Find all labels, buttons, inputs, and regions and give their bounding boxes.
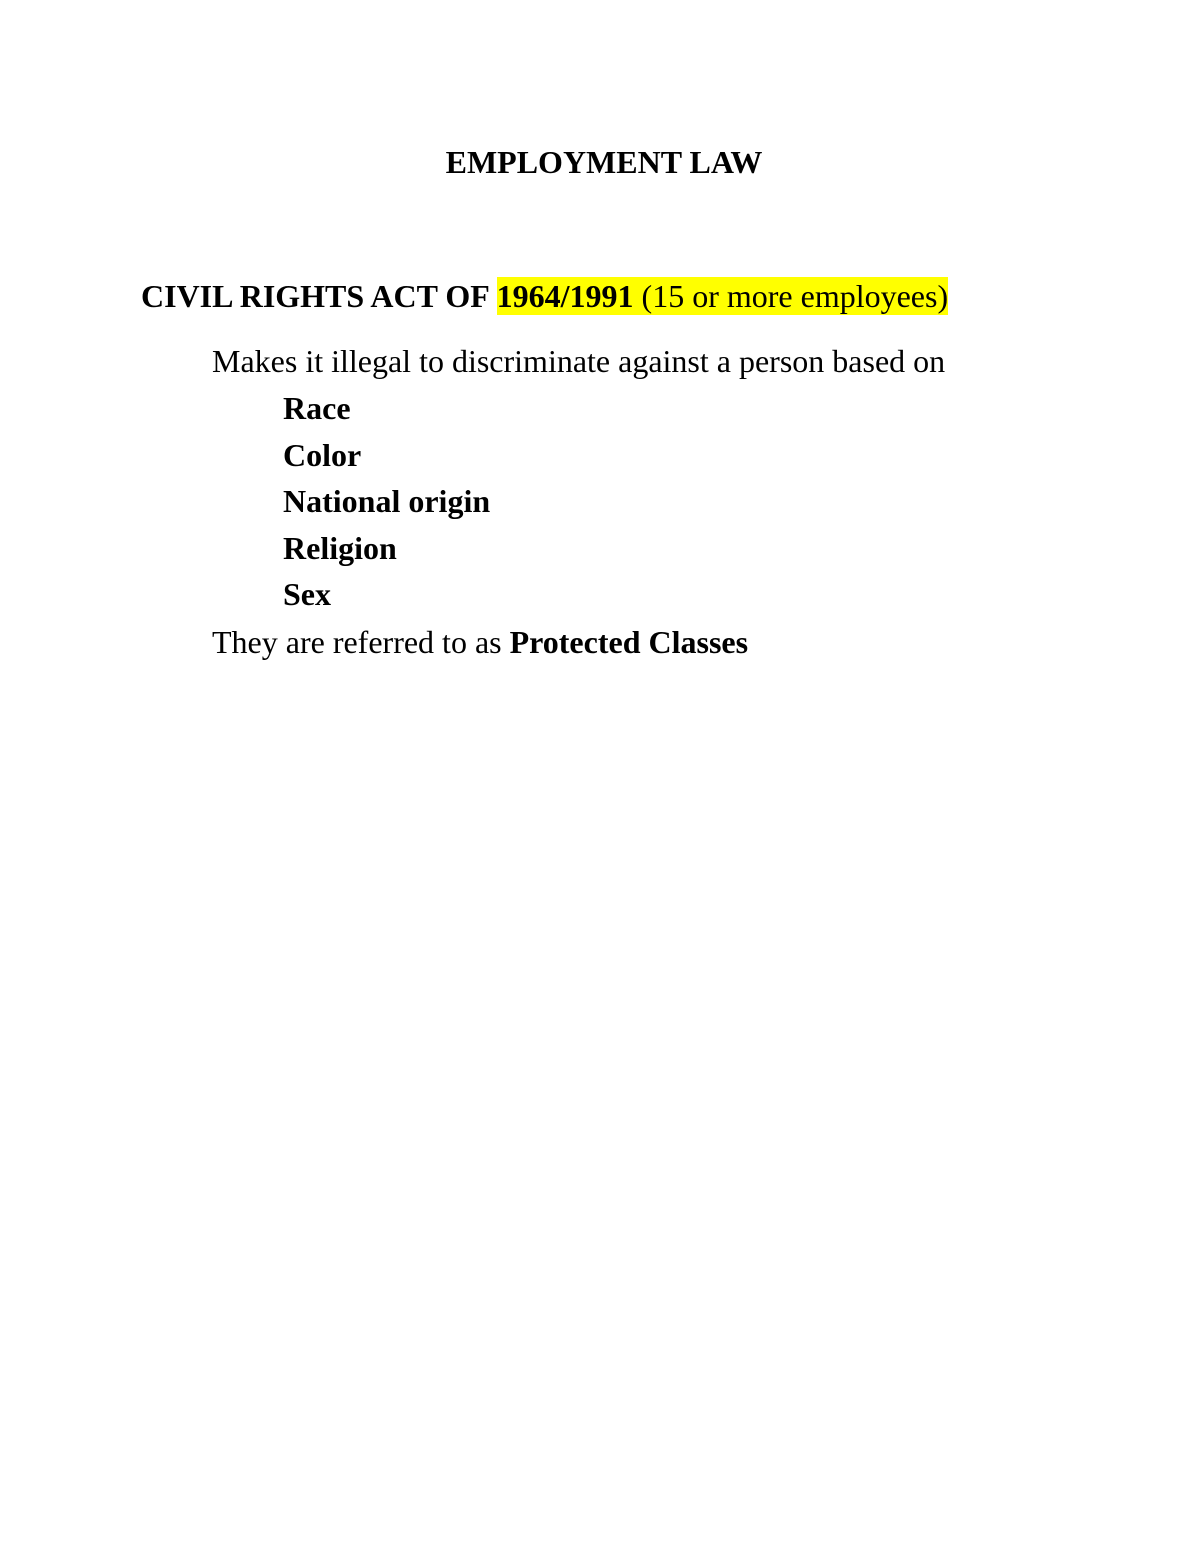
list-item: Sex xyxy=(283,576,331,612)
list-item: National origin xyxy=(283,483,491,519)
heading-space xyxy=(634,278,642,314)
protected-class-list xyxy=(283,385,490,618)
act-years: 1964/1991 xyxy=(496,278,634,314)
list-item: Race xyxy=(283,390,351,426)
protected-classes-term: Protected Classes xyxy=(509,624,749,660)
list-item: Religion xyxy=(283,529,397,566)
list-item: Color xyxy=(283,436,362,473)
section-heading xyxy=(141,274,948,318)
highlighted-span xyxy=(497,277,948,315)
outro-text xyxy=(212,620,748,664)
employee-threshold-note: (15 or more employees) xyxy=(641,278,949,314)
intro-text: Makes it illegal to discriminate against a person based on xyxy=(212,343,946,379)
outro-lead: They are referred to as xyxy=(212,624,510,660)
page-title: EMPLOYMENT LAW xyxy=(445,144,763,180)
act-name: CIVIL RIGHTS ACT OF xyxy=(141,278,497,314)
